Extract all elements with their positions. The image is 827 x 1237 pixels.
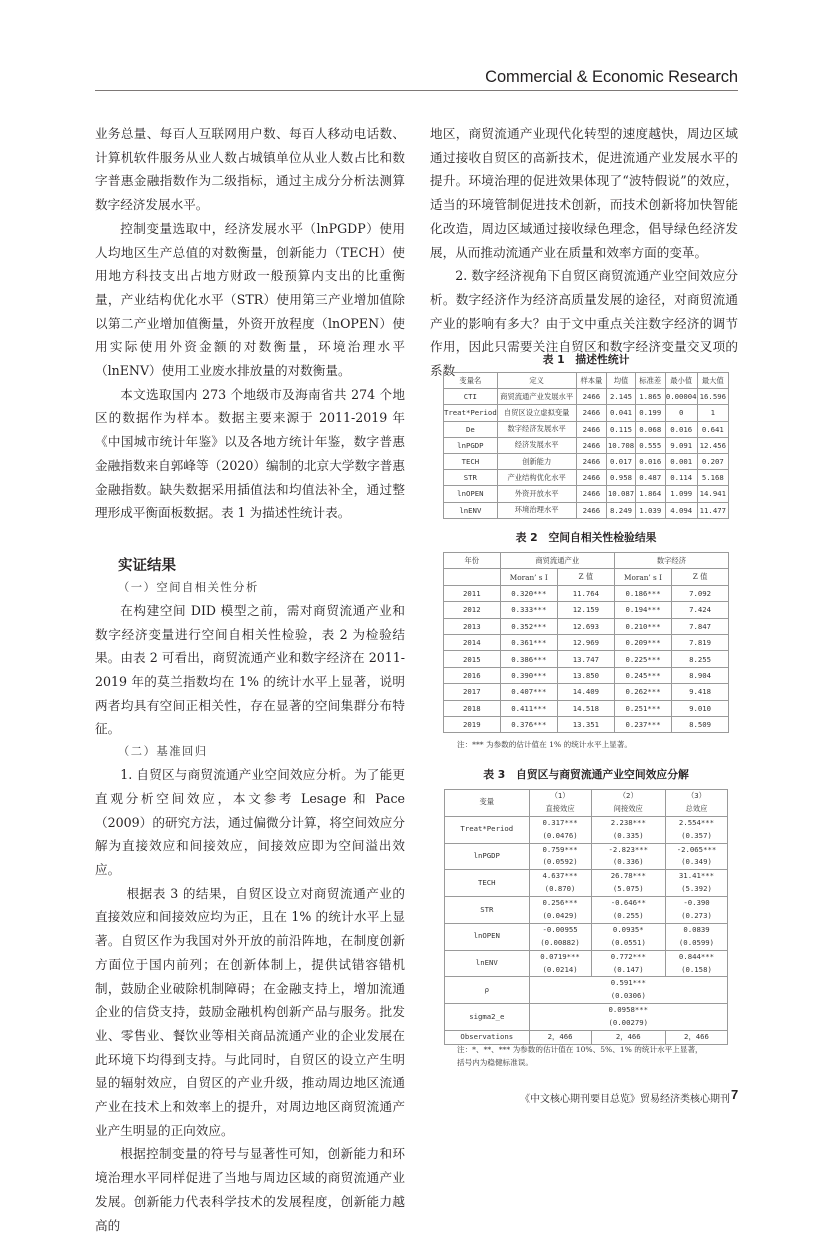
paragraph: 根据控制变量的符号与显著性可知，创新能力和环境治理水平同样促进了当地与周边区域的商贸流通产业发展。创新能力代表科学技术的发展程度，创新能力越高的 <box>95 1146 405 1233</box>
table-row <box>444 618 729 634</box>
table-cell <box>665 923 727 950</box>
table-row <box>444 470 729 486</box>
table-cell: 13.747 <box>557 651 614 667</box>
column-header: 变量 <box>445 790 530 817</box>
coefficient: -0.390 <box>683 898 710 908</box>
table-cell: 0.237*** <box>614 716 671 732</box>
table-cell: 2466 <box>576 421 607 437</box>
table-cell: 0.225*** <box>614 651 671 667</box>
row-label: 2016 <box>444 667 501 683</box>
column-header <box>591 790 665 817</box>
table-cell: 7.424 <box>672 602 729 618</box>
table-row <box>444 700 729 716</box>
column-number: （1） <box>550 791 570 800</box>
note-line: 括号内为稳健标准误。 <box>457 1057 533 1067</box>
table-cell: 0.958 <box>607 470 636 486</box>
table-row <box>445 950 728 977</box>
column-label: 间接效应 <box>613 803 643 813</box>
table-cell: 0.114 <box>665 470 697 486</box>
table-cell <box>529 816 591 843</box>
subsection-heading: （一）空间自相关性分析 <box>118 580 259 594</box>
table-cell: 13.850 <box>557 667 614 683</box>
table-cell: 14.518 <box>557 700 614 716</box>
table-cell: 16.596 <box>697 389 728 405</box>
standard-error: (0.0551) <box>610 937 646 947</box>
paragraph: 2. 数字经济视角下自贸区商贸流通产业空间效应分析。数字经济作为经济高质量发展的途径，对商贸流通产业的影响有多大？由于文中重点关注数字经济的调节作用，因此只需要关注自贸区和数字经济变量交叉项的系数 <box>430 268 738 379</box>
table-row <box>444 389 729 405</box>
header-rule <box>95 90 738 91</box>
standard-error: (0.00882) <box>540 937 580 947</box>
standard-error: (5.392) <box>681 884 712 894</box>
table-cell: 14.409 <box>557 684 614 700</box>
table-cell: 1.099 <box>665 486 697 502</box>
table-row <box>445 843 728 870</box>
row-label: Treat*Period <box>445 816 530 843</box>
row-label: CTI <box>444 389 498 405</box>
coefficient: 0.772*** <box>610 951 646 961</box>
table-cell: 0.361*** <box>500 634 557 650</box>
standard-error: (0.870) <box>544 884 576 894</box>
table-cell: 2.145 <box>607 389 636 405</box>
table-cell <box>529 870 591 897</box>
table-cell: 0.386*** <box>500 651 557 667</box>
table-cell: 5.168 <box>697 470 728 486</box>
row-label: De <box>444 421 498 437</box>
row-label: 2017 <box>444 684 501 700</box>
standard-error: (0.0476) <box>542 830 578 840</box>
table-cell: 1.864 <box>635 486 665 502</box>
standard-error: (0.0214) <box>542 964 578 974</box>
paragraph: 地区，商贸流通产业现代化转型的速度越快，周边区域通过接收自贸区的高新技术，促进流通产业发展水平的提升。环境治理的促进效果体现了“波特假说”的效应，适当的环境管制促进技术创新，而技术创新将加快智能化改造，周边区域通过接收绿色理念，倡导绿色经济发展，从而推动流通产业在质量和效率方面的变革。 <box>430 126 738 260</box>
coefficient: -0.646** <box>610 898 646 908</box>
table-cell: 环境治理水平 <box>497 502 576 518</box>
table-cell: 2466 <box>576 453 607 469</box>
table-row <box>444 716 729 732</box>
table-cell: 0.068 <box>635 421 665 437</box>
table-cell: 9.010 <box>672 700 729 716</box>
coefficient: 2.238*** <box>610 817 646 827</box>
table-cell: 9.418 <box>672 684 729 700</box>
table-row <box>444 421 729 437</box>
coefficient: 0.256*** <box>542 898 578 908</box>
table-cell <box>665 950 727 977</box>
table-row <box>445 870 728 897</box>
table-cell <box>591 923 665 950</box>
standard-error: (0.357) <box>681 830 712 840</box>
table-cell: 10.708 <box>607 437 636 453</box>
paragraph: 1. 自贸区与商贸流通产业空间效应分析。为了能更直观分析空间效应，本文参考 Lesage 和 Pace（2009）的研究方法，通过偏微分计算，将空间效应分解为直接效应和间接效应，间接效应即为空间溢出效应。 <box>95 767 405 877</box>
table-cell: 10.087 <box>607 486 636 502</box>
table-cell: 0.245*** <box>614 667 671 683</box>
table-cell: 0.210*** <box>614 618 671 634</box>
coefficient: 0.0958*** <box>608 1005 649 1015</box>
table-cell <box>665 843 727 870</box>
spatial-autocorrelation-table <box>443 552 729 733</box>
row-label: Treat*Period <box>444 405 498 421</box>
left-column <box>95 122 405 1237</box>
table-cell <box>529 897 591 924</box>
right-column <box>430 122 738 383</box>
table-cell: 12.969 <box>557 634 614 650</box>
coefficient: 0.759*** <box>542 844 578 854</box>
table-cell: 自贸区设立虚拟变量 <box>497 405 576 421</box>
column-label: 总效应 <box>685 803 708 813</box>
table-cell: 12.693 <box>557 618 614 634</box>
table-cell: 1.039 <box>635 502 665 518</box>
table-cell <box>591 816 665 843</box>
table1-title: 表 1 描述性统计 <box>542 353 630 366</box>
table-cell: 8.904 <box>672 667 729 683</box>
coefficient: 31.41*** <box>678 871 715 881</box>
table-row <box>444 602 729 618</box>
table-cell: 0.194*** <box>614 602 671 618</box>
table-cell <box>665 897 727 924</box>
table-cell: 2，466 <box>529 1031 591 1045</box>
row-label: lnENV <box>444 502 498 518</box>
column-header <box>529 790 591 817</box>
table-cell: 0.041 <box>607 405 636 421</box>
table-cell <box>665 870 727 897</box>
paragraph: 在构建空间 DID 模型之前，需对商贸流通产业和数字经济变量进行空间自相关性检验，表 2 为检验结果。由表 2 可看出，商贸流通产业和数字经济在 2011-2019 年的莫兰指数均在 1% 的统计水平上显著，说明两者均具有空间正相关性，存在显著的空间集群分布特征。 <box>95 602 405 737</box>
table-row <box>444 405 729 421</box>
table-cell: 0.115 <box>607 421 636 437</box>
table-cell: 0.016 <box>635 453 665 469</box>
column-header: 最大值 <box>697 373 728 389</box>
table-cell: 0.487 <box>635 470 665 486</box>
table-cell: 14.941 <box>697 486 728 502</box>
row-label: 2015 <box>444 651 501 667</box>
column-header: 标准差 <box>635 373 665 389</box>
standard-error: (5.075) <box>612 884 644 894</box>
row-label: ρ <box>445 977 530 1004</box>
column-header-empty <box>444 569 501 585</box>
subsection-heading: （二）基准回归 <box>118 745 208 759</box>
column-header: Z 值 <box>557 569 614 585</box>
coefficient: 0.317*** <box>542 817 578 827</box>
table-cell: 4.094 <box>665 502 697 518</box>
table-cell <box>529 1004 727 1031</box>
paragraph: 本文选取国内 273 个地级市及海南省共 274 个地区的数据作为样本。数据主要来源于 2011-2019 年《中国城市统计年鉴》以及各地方统计年鉴，数字普惠金融指数来自郭峰等（2020）编制的北京大学数字普惠金融指数。缺失数据采用插值法和均值法补全，通过整理形成平衡面板数据。表 1 为描述性统计表。 <box>95 386 405 521</box>
table-cell: 0.555 <box>635 437 665 453</box>
row-label: 2012 <box>444 602 501 618</box>
coefficient: -0.00955 <box>542 924 578 934</box>
table-cell: 0.00004 <box>665 389 697 405</box>
table-cell: 0.016 <box>665 421 697 437</box>
column-header: 样本量 <box>576 373 607 389</box>
table-cell: 0.207 <box>697 453 728 469</box>
table-cell: 7.819 <box>672 634 729 650</box>
table3-note <box>457 1044 703 1069</box>
table-header-row <box>444 373 729 389</box>
table-cell <box>591 950 665 977</box>
standard-error: (0.0599) <box>678 937 715 947</box>
table-cell: 0.641 <box>697 421 728 437</box>
table-cell: 2，466 <box>591 1031 665 1045</box>
column-header: 均值 <box>607 373 636 389</box>
row-label: STR <box>445 897 530 924</box>
table-cell: 0 <box>665 405 697 421</box>
table-cell <box>529 977 727 1004</box>
table-cell <box>529 923 591 950</box>
table-cell: 2466 <box>576 389 607 405</box>
column-number: （2） <box>618 791 638 800</box>
column-number: （3） <box>686 791 706 800</box>
table-row <box>444 684 729 700</box>
table-cell: 数字经济发展水平 <box>497 421 576 437</box>
row-label: lnPGDP <box>444 437 498 453</box>
table-cell: 0.376*** <box>500 716 557 732</box>
table-cell: 2466 <box>576 502 607 518</box>
row-label: lnENV <box>445 950 530 977</box>
table2-title: 表 2 空间自相关性检验结果 <box>515 531 657 544</box>
table-row-observations <box>445 1031 728 1045</box>
table-subheader-row <box>444 569 729 585</box>
table-cell: 2466 <box>576 486 607 502</box>
coefficient: -2.823*** <box>608 844 649 854</box>
standard-error: (0.349) <box>681 857 712 867</box>
coefficient: 0.0719*** <box>540 951 580 961</box>
table-cell: 外资开放水平 <box>497 486 576 502</box>
row-label: TECH <box>445 870 530 897</box>
row-label: 2011 <box>444 585 501 601</box>
table-row-sigma <box>445 1004 728 1031</box>
column-header: 最小值 <box>665 373 697 389</box>
page-number: 7 <box>731 1087 739 1102</box>
paragraph: 控制变量选取中，经济发展水平（lnPGDP）使用人均地区生产总值的对数衡量，创新能力（TECH）使用地方科技支出占地方财政一般预算内支出的比重衡量，产业结构优化水平（STR）使用第三产业增加值除以第二产业增加值衡量，外资开放程度（lnOPEN）使用实际使用外资金额的对数衡量，环境治理水平（lnENV）使用工业废水排放量的对数衡量。 <box>95 220 405 379</box>
table3-title: 表 3 自贸区与商贸流通产业空间效应分解 <box>483 768 689 781</box>
table-cell <box>529 950 591 977</box>
standard-error: (0.273) <box>681 911 712 921</box>
table-cell: 8.255 <box>672 651 729 667</box>
column-group-header: 数字经济 <box>614 553 728 569</box>
column-header: Moran’ s I <box>500 569 557 585</box>
table-cell: 8.509 <box>672 716 729 732</box>
column-header: 变量名 <box>444 373 498 389</box>
table-cell: 经济发展水平 <box>497 437 576 453</box>
journal-running-head: Commercial & Economic Research <box>485 68 738 86</box>
section-heading: 实证结果 <box>118 557 176 574</box>
standard-error: (0.0429) <box>542 911 578 921</box>
table-cell: 1 <box>697 405 728 421</box>
paragraph: 根据表 3 的结果，自贸区设立对商贸流通产业的直接效应和间接效应均为正，且在 1% 的统计水平上显著。自贸区作为我国对外开放的前沿阵地，在制度创新方面位于国内前列；在创新体制上，提供试错容错机制，鼓励企业破除机制障碍；在金融支持上，增加流通企业的信贷支持，鼓励金融机构创新产品与服务。批发业、零售业、餐饮业等相关商品流通产业的企业发展在此环境下均得到支持。与此同时，自贸区的设立产生明显的辐射效应，自贸区的产业升级，推动周边地区流通产业在技术上和效率上的提升，对周边地区商贸流通产业产生明显的正向效应。 <box>95 885 405 1138</box>
column-header: Moran’ s I <box>614 569 671 585</box>
table-cell <box>591 897 665 924</box>
standard-error: (0.335) <box>612 830 644 840</box>
row-label: sigma2_e <box>445 1004 530 1031</box>
column-header: 定义 <box>497 373 576 389</box>
coefficient: -2.065*** <box>676 844 717 854</box>
coefficient: 0.0839 <box>683 924 710 934</box>
standard-error: (0.158) <box>681 964 712 974</box>
table-cell: 0.320*** <box>500 585 557 601</box>
table-cell: 0.407*** <box>500 684 557 700</box>
row-label: lnPGDP <box>445 843 530 870</box>
coefficient: 0.0935* <box>612 924 644 934</box>
table-cell: 商贸流通产业发展水平 <box>497 389 576 405</box>
table-cell: 2466 <box>576 405 607 421</box>
row-label: TECH <box>444 453 498 469</box>
table-header-row <box>444 553 729 569</box>
table-row <box>444 585 729 601</box>
table-cell <box>591 870 665 897</box>
table-cell: 0.001 <box>665 453 697 469</box>
table-cell: 11.477 <box>697 502 728 518</box>
column-group-header: 商贸流通产业 <box>500 553 614 569</box>
row-label: lnOPEN <box>444 486 498 502</box>
standard-error: (0.00279) <box>608 1018 649 1028</box>
table-row <box>445 816 728 843</box>
row-label: 2013 <box>444 618 501 634</box>
table-cell: 2466 <box>576 470 607 486</box>
table-cell: 0.390*** <box>500 667 557 683</box>
table-cell: 12.456 <box>697 437 728 453</box>
table-cell: 创新能力 <box>497 453 576 469</box>
row-label: 2019 <box>444 716 501 732</box>
paragraph: 业务总量、每百人互联网用户数、每百人移动电话数、计算机软件服务从业人数占城镇单位从业人数占比和数字普惠金融指数作为二级指标，通过主成分分析法测算数字经济发展水平。 <box>95 126 405 213</box>
column-header: 年份 <box>444 553 501 569</box>
table-cell <box>591 843 665 870</box>
standard-error: (0.147) <box>612 964 644 974</box>
table2-note: 注：*** 为参数的估计值在 1% 的统计水平上显著。 <box>457 740 632 749</box>
standard-error: (0.255) <box>612 911 644 921</box>
table-row <box>444 486 729 502</box>
table-cell: 11.764 <box>557 585 614 601</box>
table-cell: 1.865 <box>635 389 665 405</box>
table-row <box>444 651 729 667</box>
descriptive-stats-table <box>443 372 729 519</box>
standard-error: (0.0592) <box>542 857 578 867</box>
table-cell: 13.351 <box>557 716 614 732</box>
standard-error: (0.336) <box>612 857 644 867</box>
row-label: STR <box>444 470 498 486</box>
table-row <box>444 453 729 469</box>
table-row <box>445 897 728 924</box>
table-cell: 9.091 <box>665 437 697 453</box>
table-row <box>445 923 728 950</box>
table-cell: 8.249 <box>607 502 636 518</box>
coefficient: 0.844*** <box>678 951 715 961</box>
table-cell: 0.017 <box>607 453 636 469</box>
table-cell: 0.251*** <box>614 700 671 716</box>
row-label: 2014 <box>444 634 501 650</box>
table-cell: 产业结构优化水平 <box>497 470 576 486</box>
note-line: 注：*、**、*** 为参数的估计值在 10%、5%、1% 的统计水平上显著， <box>457 1045 703 1054</box>
table-cell: 0.411*** <box>500 700 557 716</box>
table-header-row <box>445 790 728 817</box>
row-label: lnOPEN <box>445 923 530 950</box>
column-header <box>665 790 727 817</box>
table-cell: 7.847 <box>672 618 729 634</box>
table-cell: 7.092 <box>672 585 729 601</box>
journal-footer: 《中文核心期刊要目总览》贸易经济类核心期刊 <box>520 1094 730 1105</box>
table-cell <box>529 843 591 870</box>
coefficient: 4.637*** <box>542 871 578 881</box>
table-row-rho <box>445 977 728 1004</box>
table-cell: 12.159 <box>557 602 614 618</box>
table-cell: 0.186*** <box>614 585 671 601</box>
table-cell: 2，466 <box>665 1031 727 1045</box>
table-cell: 0.352*** <box>500 618 557 634</box>
row-label: Observations <box>445 1031 530 1045</box>
table-row <box>444 667 729 683</box>
spatial-effect-decomposition-table <box>444 789 728 1045</box>
table-cell: 0.262*** <box>614 684 671 700</box>
standard-error: (0.0306) <box>610 991 646 1001</box>
table-cell: 0.209*** <box>614 634 671 650</box>
row-label: 2018 <box>444 700 501 716</box>
table-row <box>444 634 729 650</box>
table-cell <box>665 816 727 843</box>
table-cell: 2466 <box>576 437 607 453</box>
table-cell: 0.199 <box>635 405 665 421</box>
coefficient: 0.591*** <box>610 978 646 988</box>
table-cell: 0.333*** <box>500 602 557 618</box>
coefficient: 2.554*** <box>678 817 715 827</box>
coefficient: 26.78*** <box>610 871 646 881</box>
table-row <box>444 502 729 518</box>
column-label: 直接效应 <box>545 803 575 813</box>
table-row <box>444 437 729 453</box>
column-header: Z 值 <box>672 569 729 585</box>
